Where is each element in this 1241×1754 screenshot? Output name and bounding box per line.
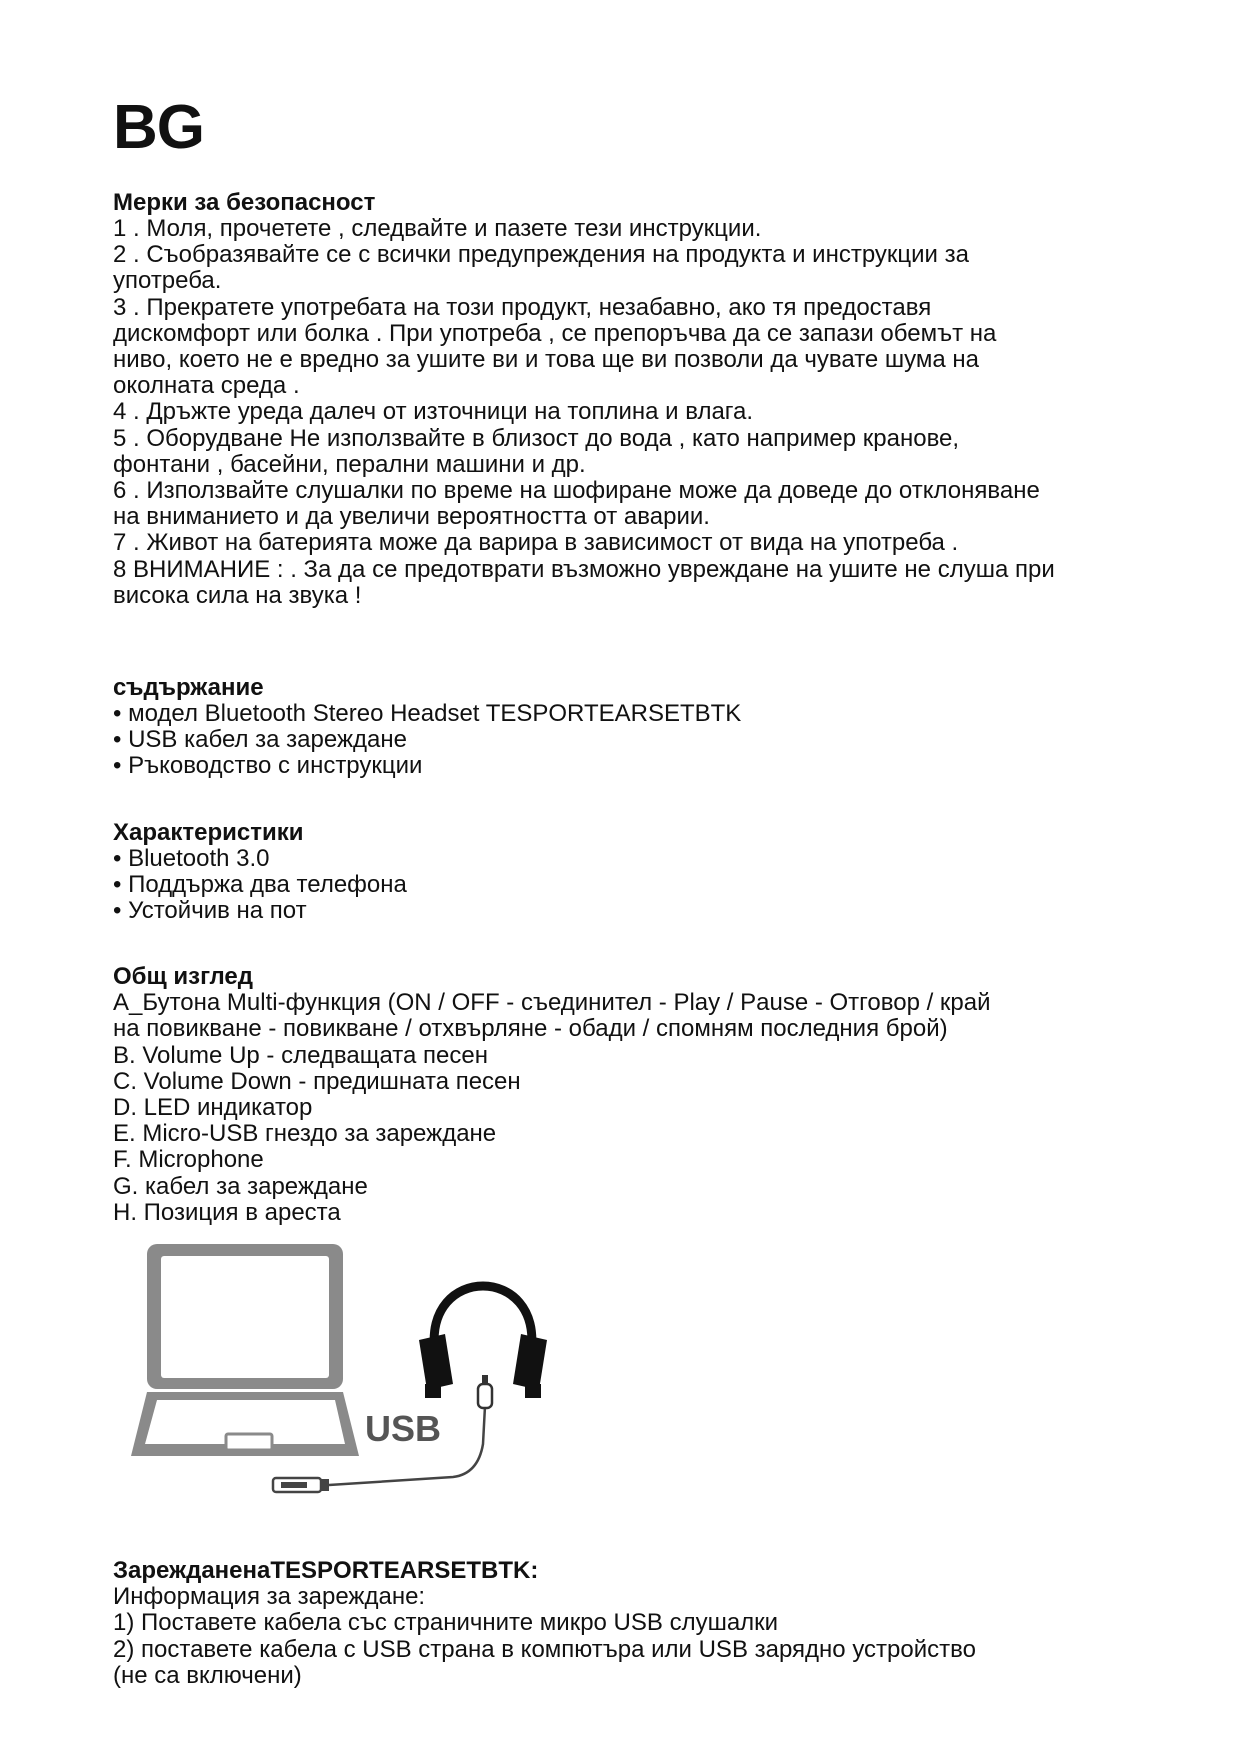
- laptop-icon: [131, 1244, 359, 1456]
- safety-line: ниво, което не е вредно за ушите ви и това ще ви позволи да чувате шума на: [113, 346, 980, 374]
- charging-line: Информация за зареждане:: [113, 1583, 426, 1611]
- charging-line: (не са включени): [113, 1661, 302, 1689]
- overview-item: D. LED индикатор: [113, 1094, 313, 1122]
- overview-item: A_Бутона Multi-функция (ON / OFF - съединител - Play / Pause - Отговор / край: [113, 989, 991, 1017]
- manual-page: [113, 90, 1133, 1689]
- safety-line: фонтани , басейни, перални машини и др.: [113, 450, 586, 478]
- safety-line: 8 ВНИМАНИЕ : . За да се предотврати възможно увреждане на ушите не слуша при: [113, 555, 1055, 583]
- safety-line: употреба.: [113, 267, 222, 295]
- overview-item: C. Volume Down - предишната песен: [113, 1067, 521, 1095]
- safety-line: 6 . Използвайте слушалки по време на шофиране може да доведе до отклоняване: [113, 477, 1040, 505]
- charging-section: [113, 1558, 1133, 1689]
- safety-line: 4 . Дръжте уреда далеч от източници на топлина и влага.: [113, 398, 754, 426]
- overview-item: на повикване - повикване / отхвърляне - обади / спомням последния брой): [113, 1015, 948, 1043]
- safety-line: околната среда .: [113, 372, 300, 400]
- overview-item: H. Позиция в ареста: [113, 1198, 341, 1226]
- usb-label: USB: [365, 1408, 442, 1450]
- safety-line: на вниманието и да увеличи вероятността от аварии.: [113, 503, 710, 531]
- features-section: [113, 820, 1133, 925]
- features-item: • Bluetooth 3.0: [113, 844, 270, 872]
- features-item: • Устойчив на пот: [113, 897, 307, 925]
- safety-line: 7 . Живот на батерията може да варира в зависимост от вида на употреба .: [113, 529, 959, 557]
- charging-line: 1) Поставете кабела със страничните микро USB слушалки: [113, 1609, 779, 1637]
- contents-section: [113, 675, 1133, 780]
- safety-title: Мерки за безопасност: [113, 189, 376, 216]
- contents-item: • модел Bluetooth Stereo Headset TESPORTEARSETBTK: [113, 700, 742, 728]
- language-code: BG: [113, 93, 204, 162]
- overview-section: [113, 964, 1133, 1226]
- overview-title: Общ изглед: [113, 963, 254, 991]
- charging-illustration: [123, 1234, 603, 1514]
- overview-item: B. Volume Up - следващата песен: [113, 1041, 488, 1069]
- charging-line: 2) поставете кабела с USB страна в компютъра или USB зарядно устройство: [113, 1635, 976, 1663]
- safety-line: висока сила на звука !: [113, 581, 362, 609]
- features-title: Характеристики: [113, 818, 304, 846]
- contents-item: • USB кабел за зареждане: [113, 726, 407, 754]
- features-item: • Поддържа два телефона: [113, 870, 407, 898]
- safety-line: 1 . Моля, прочетете , следвайте и пазете тези инструкции.: [113, 215, 762, 242]
- safety-line: 5 . Оборудване Не използвайте в близост до вода , като например кранове,: [113, 424, 960, 452]
- contents-item: • Ръководство с инструкции: [113, 752, 423, 780]
- overview-item: E. Micro-USB гнездо за зареждане: [113, 1120, 497, 1148]
- micro-usb-connector-icon: [478, 1375, 492, 1408]
- charging-title: ЗарежданенаTESPORTEARSETBTK:: [113, 1557, 539, 1585]
- contents-title: съдържание: [113, 674, 264, 702]
- safety-line: 2 . Съобразявайте се с всички предупреждения на продукта и инструкции за: [113, 241, 969, 269]
- safety-section: [113, 190, 1133, 609]
- overview-item: G. кабел за зареждане: [113, 1172, 368, 1200]
- usb-plug-icon: [273, 1478, 329, 1492]
- overview-item: F. Microphone: [113, 1146, 264, 1174]
- safety-line: дискомфорт или болка . При употреба , се препоръчва да се запази обемът на: [113, 319, 997, 347]
- safety-line: 3 . Прекратете употребата на този продукт, незабавно, ако тя предоставя: [113, 293, 932, 321]
